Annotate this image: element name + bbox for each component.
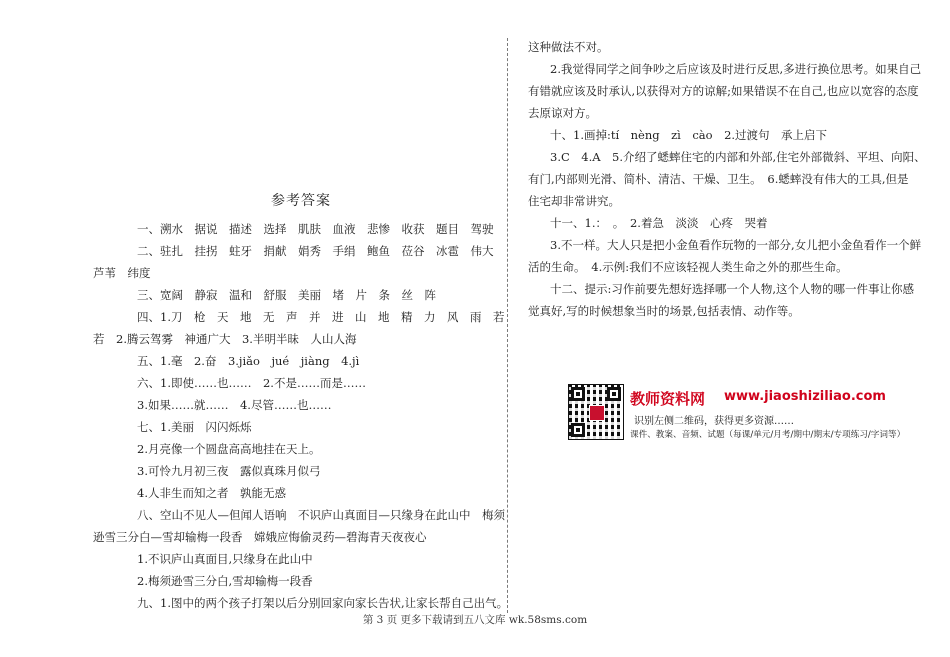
- answer-line: 三、宽阔 静寂 温和 舒服 美丽 堵 片 条 丝 阵: [137, 288, 436, 302]
- answer-line: 3.可怜九月初三夜 露似真珠月似弓: [137, 464, 321, 478]
- page-title: 参考答案: [271, 193, 331, 209]
- answer-line: 逊雪三分白—雪却输梅一段香 嫦娥应悔偷灵药—碧海青天夜夜心: [93, 530, 427, 544]
- answer-line: 六、1.即使……也…… 2.不是……而是……: [137, 376, 366, 390]
- qr-code-icon[interactable]: [568, 384, 624, 440]
- ad-website-link[interactable]: www.jiaoshiziliao.com: [724, 389, 886, 404]
- answer-line: 八、空山不见人—但闻人语响 不识庐山真面目—只缘身在此山中 梅须: [137, 508, 505, 522]
- answer-line: 活的生命。 4.示例:我们不应该轻视人类生命之外的那些生命。: [528, 260, 848, 274]
- answer-line: 一、溯水 据说 描述 选择 肌肤 血液 悲惨 收获 题目 驾驶: [137, 222, 494, 236]
- answer-line: 3.C 4.A 5.介绍了蟋蟀住宅的内部和外部,住宅外部微斜、平坦、向阳、: [550, 150, 926, 164]
- answer-line: 觉真好,写的时候想象当时的场景,包括表情、动作等。: [528, 304, 800, 318]
- answer-line: 有错就应该及时承认,以获得对方的谅解;如果错误不在自己,也应以宽容的态度: [528, 84, 919, 98]
- ad-resource-list: 课件、教案、音频、试题（每课/单元/月考/期中/期末/专项练习/字词等）: [630, 430, 906, 440]
- page-footer: 第 3 页 更多下载请到五八文库 wk.58sms.com: [362, 614, 588, 626]
- right-column: [528, 36, 926, 322]
- answer-line: 去原谅对方。: [528, 106, 597, 120]
- resource-ad-banner[interactable]: [568, 384, 906, 446]
- answer-line: 3.不一样。大人只是把小金鱼看作玩物的一部分,女儿把小金鱼看作一个鲜: [550, 238, 922, 252]
- answer-line: 芦苇 纬度: [93, 266, 151, 280]
- answer-line: 五、1.毫 2.奋 3.jiǎo jué jiàng 4.jì: [137, 354, 360, 368]
- answer-line: 十二、提示:习作前要先想好选择哪一个人物,这个人物的哪一件事让你感: [550, 282, 915, 296]
- answer-line: 四、1.刀 枪 天 地 无 声 并 进 山 地 精 力 风 雨 若: [137, 310, 505, 324]
- answer-line: 1.不识庐山真面目,只缘身在此山中: [137, 552, 313, 566]
- left-column: [93, 190, 509, 614]
- column-divider: [507, 38, 508, 613]
- answer-line: 3.如果……就…… 4.尽管……也……: [137, 398, 332, 412]
- ad-brand-name: 教师资料网: [630, 390, 706, 408]
- answer-line: 2.我觉得同学之间争吵之后应该及时进行反思,多进行换位思考。如果自己: [550, 62, 922, 76]
- answer-line: 若 2.腾云驾雾 神通广大 3.半明半昧 人山人海: [93, 332, 357, 346]
- answer-line: 十、1.画掉:tí nèng zì cào 2.过渡句 承上启下: [550, 128, 828, 142]
- answer-line: 七、1.美丽 闪闪烁烁: [137, 420, 252, 434]
- answer-line: 有门,内部则光滑、简朴、清洁、干燥、卫生。 6.蟋蟀没有伟大的工具,但是: [528, 172, 909, 186]
- answer-line: 十一、1.： 。 2.着急 淡淡 心疼 哭着: [550, 216, 768, 230]
- answer-line: 九、1.图中的两个孩子打架以后分别回家向家长告状,让家长帮自己出气。: [137, 596, 509, 610]
- answer-line: 住宅却非常讲究。: [528, 194, 620, 208]
- answer-line: 二、驻扎 挂拐 蛀牙 捐献 娟秀 手绢 鲍鱼 莅谷 冰雹 伟大: [137, 244, 494, 258]
- answer-line: 4.人非生而知之者 孰能无惑: [137, 486, 286, 500]
- ad-scan-hint: 识别左侧二维码，获得更多资源……: [634, 416, 794, 427]
- answer-line: 2.梅须逊雪三分白,雪却输梅一段香: [137, 574, 313, 588]
- answer-line: 这种做法不对。: [528, 40, 609, 54]
- answer-line: 2.月亮像一个圆盘高高地挂在天上。: [137, 442, 321, 456]
